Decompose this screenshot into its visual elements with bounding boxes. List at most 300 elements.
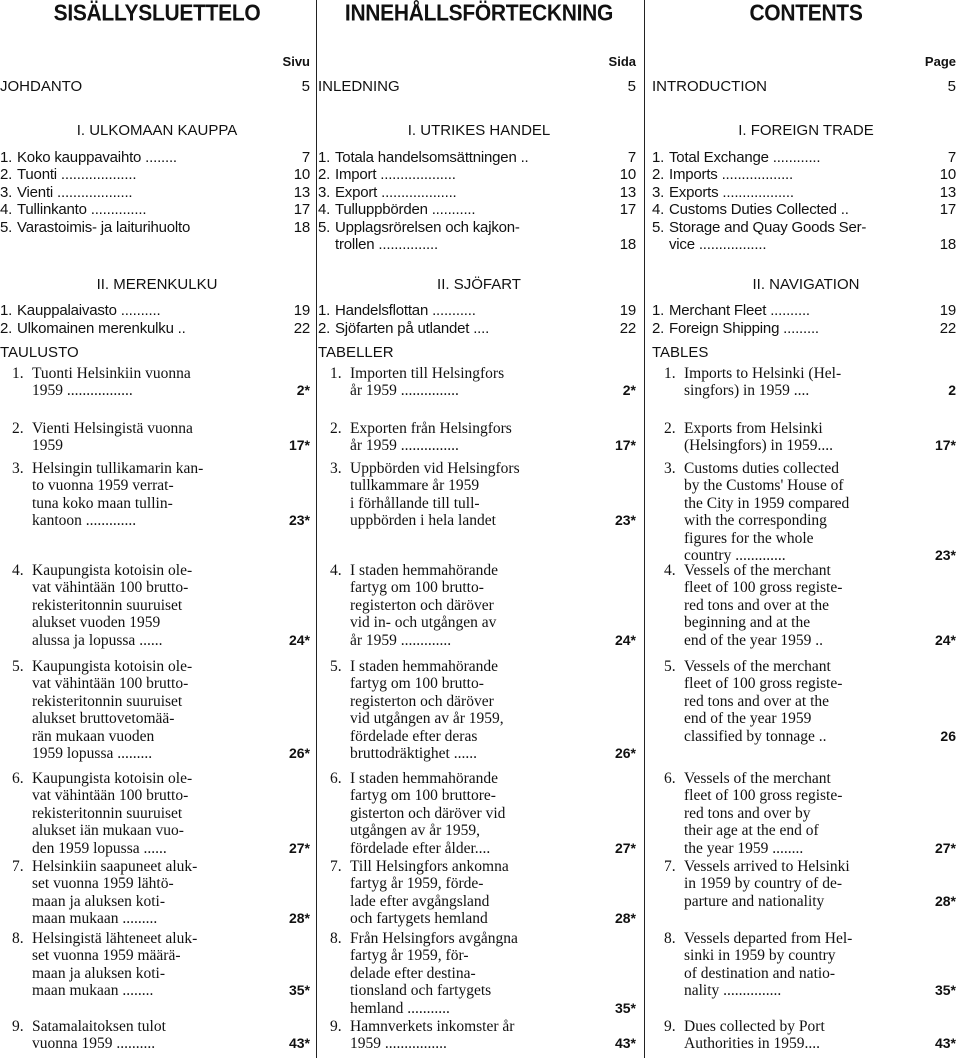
entry-title — [17, 219, 274, 236]
entry-page: 7 — [947, 149, 956, 166]
table-title-line: år 1959 ............... — [350, 382, 459, 400]
entry-title-line: Imports .................. — [669, 166, 793, 184]
introduction-page: 5 — [947, 78, 956, 95]
table-title-line: red tons and over at the — [684, 692, 830, 710]
table-title-line: alukset vuoden 1959 — [32, 614, 161, 632]
entry-title-line: Vienti ................... — [17, 183, 133, 201]
table-title — [350, 770, 600, 857]
table-page: 27* — [288, 839, 310, 856]
entry-title-line: Sjöfarten på utlandet .... — [335, 320, 490, 338]
table-list-entry — [652, 930, 956, 1000]
table-title-line: fartyg om 100 brutto- — [350, 675, 484, 693]
toc-entry — [0, 184, 310, 201]
table-title-line: Kaupungista kotoisin ole- — [32, 562, 193, 579]
entry-page: 19 — [939, 302, 956, 319]
table-list-entry — [652, 460, 956, 564]
table-title-line: fleet of 100 gross registe- — [684, 579, 843, 597]
entry-title-line: Kauppalaivasto .......... — [17, 302, 161, 319]
table-title-line: I staden hemmahörande — [350, 770, 499, 787]
entry-number: 3. — [0, 183, 13, 201]
table-title-line: Vessels of the merchant — [684, 658, 831, 675]
table-title-line: Vessels of the merchant — [684, 562, 831, 579]
section-heading: II. MERENKULKU — [96, 276, 218, 293]
table-title-line: nality ............... — [684, 982, 782, 1000]
entry-title-line: Totala handelsomsättningen .. — [335, 149, 529, 166]
toc-entry — [652, 166, 956, 183]
entry-page: 19 — [619, 302, 636, 319]
table-page: 28* — [288, 910, 310, 927]
entry-title — [669, 302, 920, 319]
entry-page: 17 — [619, 201, 636, 219]
entry-number: 3. — [318, 183, 331, 201]
entry-number: 3. — [652, 183, 665, 201]
table-list-entry — [652, 858, 956, 910]
toc-entry — [652, 149, 956, 166]
table-title-line: registerton och däröver — [350, 596, 494, 614]
table-title-line: alukset iän mukaan vuo- — [32, 822, 184, 840]
table-list-entry — [0, 365, 310, 400]
table-page: 27* — [614, 839, 636, 856]
table-title — [350, 420, 600, 455]
entry-number: 1. — [652, 149, 665, 166]
table-title-line: Till Helsingfors ankomna — [350, 858, 509, 875]
table-title-line: end of the year 1959 .. — [684, 631, 824, 649]
table-title-line: red tons and over by — [684, 804, 811, 822]
column-title: SISÄLLYSLUETTELO — [53, 0, 261, 27]
table-title — [684, 460, 920, 564]
table-title-line: Kaupungista kotoisin ole- — [32, 658, 193, 675]
entry-number: 1. — [0, 302, 13, 319]
table-title-line: Imports to Helsinki (Hel- — [684, 365, 842, 382]
page-column-label: Page — [924, 54, 956, 69]
entry-title — [17, 166, 274, 183]
entry-number: 5. — [652, 218, 665, 236]
entry-number: 5. — [318, 218, 331, 236]
introduction-page: 5 — [301, 78, 310, 95]
table-title-line: Från Helsingfors avgångna — [350, 930, 518, 947]
entry-title — [17, 201, 274, 218]
toc-entry — [0, 320, 310, 337]
toc-entry — [652, 201, 956, 218]
table-list-entry — [652, 658, 956, 745]
table-number: 6. — [330, 770, 342, 787]
table-title-line: fleet of 100 gross registe- — [684, 787, 843, 805]
entry-number: 1. — [318, 149, 331, 166]
table-title-line: to vuonna 1959 verrat- — [32, 477, 174, 495]
table-list-entry — [652, 365, 956, 400]
table-page: 24* — [614, 631, 636, 648]
entry-number: 4. — [318, 201, 331, 219]
introduction-label: INLEDNING — [318, 78, 400, 95]
table-title-line: vid utgången av år 1959, — [350, 710, 504, 728]
table-title-line: bruttodräktighet ...... — [350, 745, 477, 763]
table-list-entry — [318, 460, 636, 530]
entry-title — [669, 219, 920, 253]
table-page: 23* — [614, 512, 636, 529]
table-title-line: sinki in 1959 by country — [684, 947, 836, 965]
table-title-line: Importen till Helsingfors — [350, 365, 505, 382]
table-title-line: Helsinkiin saapuneet aluk- — [32, 858, 198, 875]
table-title-line: alukset bruttovetomää- — [32, 710, 175, 728]
section-heading: I. UTRIKES HANDEL — [407, 122, 551, 139]
table-title-line: hemland ........... — [350, 999, 450, 1017]
page-column-label: Sivu — [282, 54, 310, 69]
entry-title — [17, 320, 274, 337]
entry-page: 22 — [619, 320, 636, 338]
table-title-line: fartyg år 1959, förde- — [350, 875, 484, 893]
table-title-line: red tons and over at the — [684, 596, 830, 614]
table-title-line: end of the year 1959 — [684, 710, 812, 728]
table-title — [32, 562, 274, 649]
table-title-line: parture and nationality — [684, 892, 825, 910]
table-title-line: of destination and natio- — [684, 964, 836, 982]
table-title-line: i förhållande till tull- — [350, 494, 480, 512]
entry-title-line: Exports .................. — [669, 183, 794, 201]
toc-entry — [318, 219, 636, 253]
table-title-line: tuna koko maan tullin- — [32, 494, 173, 512]
table-title-line: maan mukaan ......... — [32, 910, 158, 928]
entry-title — [335, 184, 600, 201]
table-list-entry — [318, 930, 636, 1017]
table-title-line: gisterton och däröver vid — [350, 804, 506, 822]
introduction-label: INTRODUCTION — [652, 78, 767, 95]
toc-entry — [318, 166, 636, 183]
entry-page: 10 — [619, 166, 636, 184]
table-title-line: tionsland och fartygets — [350, 982, 492, 1000]
table-title — [350, 365, 600, 400]
toc-entry — [318, 184, 636, 201]
table-title-line: the City in 1959 compared — [684, 494, 850, 512]
entry-number: 4. — [652, 201, 665, 219]
entry-title-line: Handelsflottan ........... — [335, 302, 476, 319]
table-title-line: maan mukaan ........ — [32, 982, 154, 1000]
entry-page: 19 — [293, 302, 310, 319]
table-title — [684, 770, 920, 857]
table-title-line: classified by tonnage .. — [684, 727, 827, 745]
table-title-line: country ............. — [684, 547, 786, 565]
table-number: 4. — [12, 562, 24, 579]
toc-entry — [0, 302, 310, 319]
toc-entry — [652, 320, 956, 337]
table-number: 7. — [12, 858, 24, 875]
table-title-line: Uppbörden vid Helsingfors — [350, 460, 520, 477]
entry-title — [669, 201, 920, 218]
table-page: 24* — [288, 631, 310, 648]
entry-title — [17, 302, 274, 319]
entry-number: 1. — [652, 302, 665, 319]
table-title-line: vuonna 1959 .......... — [32, 1035, 156, 1053]
section-heading: II. NAVIGATION — [752, 276, 860, 293]
table-title-line: vid in- och utgången av — [350, 614, 497, 632]
entry-page: 22 — [293, 320, 310, 338]
table-title-line: set vuonna 1959 määrä- — [32, 947, 181, 965]
table-number: 2. — [12, 420, 24, 437]
entry-title-line: Tullinkanto .............. — [17, 201, 147, 219]
table-list-entry — [318, 1018, 636, 1053]
table-number: 3. — [664, 460, 676, 477]
table-title-line: Exports from Helsinki — [684, 420, 823, 437]
table-title-line: Vessels of the merchant — [684, 770, 831, 787]
entry-page: 18 — [293, 218, 310, 236]
column-title: CONTENTS — [749, 0, 863, 27]
table-list-entry — [0, 420, 310, 455]
table-number: 3. — [330, 460, 342, 477]
table-title-line: fördelade efter deras — [350, 727, 478, 745]
entry-number: 2. — [318, 166, 331, 184]
table-title-line: år 1959 ............... — [350, 437, 459, 455]
introduction-entry — [652, 78, 956, 98]
table-number: 9. — [664, 1018, 676, 1035]
table-title-line: singfors) in 1959 .... — [684, 382, 810, 400]
table-title — [350, 460, 600, 530]
table-list-entry — [318, 562, 636, 649]
table-title-line: Vienti Helsingistä vuonna — [32, 420, 193, 437]
entry-number: 5. — [0, 218, 13, 236]
table-title — [32, 930, 274, 1000]
table-number: 7. — [664, 858, 676, 875]
table-page: 26* — [614, 745, 636, 762]
table-number: 8. — [664, 930, 676, 947]
table-title-line: Exporten från Helsingfors — [350, 420, 512, 437]
table-title-line: Customs duties collected — [684, 460, 839, 477]
table-title — [350, 930, 600, 1017]
table-page: 23* — [934, 547, 956, 564]
toc-entry — [0, 201, 310, 218]
table-list-entry — [0, 460, 310, 530]
table-list-entry — [0, 658, 310, 762]
toc-entry — [318, 302, 636, 319]
table-list-entry — [318, 770, 636, 857]
table-title — [684, 858, 920, 910]
table-title-line: och fartygets hemland — [350, 910, 488, 928]
entry-title-line: vice ................. — [669, 235, 767, 253]
entry-title — [335, 201, 600, 218]
table-page: 2 — [948, 382, 956, 399]
table-page: 23* — [288, 512, 310, 529]
table-title-line: 1959 — [32, 437, 63, 455]
table-title-line: rekisteritonnin suuruiset — [32, 804, 183, 822]
table-title-line: the year 1959 ........ — [684, 839, 804, 857]
entry-title-line: Tulluppbörden ........... — [335, 201, 476, 219]
table-title-line: alussa ja lopussa ...... — [32, 631, 163, 649]
table-list-entry — [652, 420, 956, 455]
entry-page: 22 — [939, 320, 956, 338]
table-title — [32, 658, 274, 762]
entry-number: 1. — [0, 149, 13, 166]
entry-page: 18 — [939, 235, 956, 253]
table-title — [684, 1018, 920, 1053]
entry-title — [335, 219, 600, 253]
table-title-line: kantoon ............. — [32, 512, 137, 530]
table-page: 28* — [614, 910, 636, 927]
table-page: 35* — [934, 982, 956, 999]
table-title-line: den 1959 lopussa ...... — [32, 839, 167, 857]
table-title — [684, 420, 920, 455]
entry-page: 13 — [293, 183, 310, 201]
table-page: 2* — [622, 382, 636, 399]
table-title — [32, 420, 274, 455]
table-list-entry — [0, 930, 310, 1000]
section-heading: II. SJÖFART — [437, 276, 521, 293]
column-divider — [316, 0, 317, 1058]
page-column-label: Sida — [608, 54, 636, 69]
table-title — [32, 460, 274, 530]
toc-entry — [0, 166, 310, 183]
table-number: 7. — [330, 858, 342, 875]
table-title — [32, 770, 274, 857]
entry-title — [335, 166, 600, 183]
table-title-line: Tuonti Helsinkiin vuonna — [32, 365, 191, 382]
table-list-entry — [0, 858, 310, 928]
toc-entry — [318, 149, 636, 166]
table-title-line: 1959 ................ — [350, 1035, 447, 1053]
table-title-line: figures for the whole — [684, 529, 814, 547]
table-number: 8. — [330, 930, 342, 947]
table-number: 2. — [664, 420, 676, 437]
table-title — [684, 658, 920, 745]
table-list-entry — [318, 658, 636, 762]
table-title-line: Hamnverkets inkomster år — [350, 1018, 515, 1035]
table-title — [350, 1018, 600, 1053]
table-page: 17* — [614, 437, 636, 454]
table-title — [684, 930, 920, 1000]
table-title-line: (Helsingfors) in 1959.... — [684, 437, 833, 455]
table-title — [32, 1018, 274, 1053]
table-title-line: rekisteritonnin suuruiset — [32, 596, 183, 614]
entry-title-line: Varastoimis- ja laiturihuolto — [17, 218, 191, 236]
table-list-entry — [0, 562, 310, 649]
table-title — [350, 562, 600, 649]
entry-title — [335, 320, 600, 337]
entry-page: 17 — [293, 201, 310, 219]
finnish-column — [0, 0, 314, 1058]
table-title-line: vat vähintään 100 brutto- — [32, 787, 189, 805]
entry-page: 7 — [301, 149, 310, 166]
section-heading: I. FOREIGN TRADE — [738, 122, 874, 139]
table-page: 26* — [288, 745, 310, 762]
table-title-line: vat vähintään 100 brutto- — [32, 579, 189, 597]
table-title-line: fartyg om 100 brutto- — [350, 579, 484, 597]
table-page: 17* — [934, 437, 956, 454]
tables-heading: TABELLER — [318, 344, 394, 361]
table-number: 9. — [330, 1018, 342, 1035]
entry-title-line: Koko kauppavaihto ........ — [17, 149, 177, 166]
table-title-line: rekisteritonnin suuruiset — [32, 692, 183, 710]
entry-title-line: Import ................... — [335, 166, 456, 184]
tables-heading: TABLES — [652, 344, 709, 361]
table-title — [684, 562, 920, 649]
table-title — [684, 365, 920, 400]
table-title-line: 1959 lopussa ......... — [32, 745, 153, 763]
table-title-line: I staden hemmahörande — [350, 562, 499, 579]
table-page: 43* — [614, 1035, 636, 1052]
table-title-line: Vessels departed from Hel- — [684, 930, 853, 947]
entry-page: 18 — [619, 235, 636, 253]
table-title-line: Satamalaitoksen tulot — [32, 1018, 166, 1035]
section-heading: I. ULKOMAAN KAUPPA — [76, 122, 238, 139]
table-title-line: their age at the end of — [684, 822, 819, 840]
table-title-line: by the Customs' House of — [684, 477, 844, 495]
entry-title — [669, 166, 920, 183]
table-number: 3. — [12, 460, 24, 477]
table-list-entry — [652, 562, 956, 649]
entry-title-line: Merchant Fleet .......... — [669, 302, 810, 319]
swedish-column — [318, 0, 640, 1058]
column-title: INNEHÅLLSFÖRTECKNING — [344, 0, 614, 27]
entry-number: 2. — [652, 320, 665, 338]
table-list-entry — [0, 770, 310, 857]
table-title-line: Vessels arrived to Helsinki — [684, 858, 850, 875]
table-title — [32, 365, 274, 400]
table-title — [350, 858, 600, 928]
table-title-line: Authorities in 1959.... — [684, 1035, 821, 1053]
table-title — [32, 858, 274, 928]
introduction-page: 5 — [627, 78, 636, 95]
column-divider — [644, 0, 645, 1058]
entry-number: 2. — [318, 320, 331, 338]
entry-title-line: Customs Duties Collected .. — [669, 201, 849, 219]
table-number: 6. — [664, 770, 676, 787]
table-title-line: år 1959 ............. — [350, 631, 452, 649]
table-page: 43* — [288, 1035, 310, 1052]
entry-page: 10 — [293, 166, 310, 184]
table-number: 1. — [664, 365, 676, 382]
table-number: 5. — [664, 658, 676, 675]
table-title-line: tullkammare år 1959 — [350, 477, 480, 495]
toc-entry — [0, 149, 310, 166]
table-title-line: in 1959 by country of de- — [684, 875, 842, 893]
table-number: 6. — [12, 770, 24, 787]
table-title-line: uppbörden i hela landet — [350, 512, 496, 530]
table-title-line: maan ja aluksen koti- — [32, 892, 165, 910]
table-title-line: Kaupungista kotoisin ole- — [32, 770, 193, 787]
entry-title-line: Export ................... — [335, 183, 457, 201]
entry-title-line: Tuonti ................... — [17, 166, 137, 184]
table-list-entry — [0, 1018, 310, 1053]
table-page: 28* — [934, 892, 956, 909]
table-title-line: beginning and at the — [684, 614, 811, 632]
table-page: 17* — [288, 437, 310, 454]
table-title-line: rän mukaan vuoden — [32, 727, 155, 745]
entry-page: 13 — [619, 183, 636, 201]
table-list-entry — [652, 1018, 956, 1053]
english-column — [652, 0, 960, 1058]
table-number: 8. — [12, 930, 24, 947]
table-page: 27* — [934, 839, 956, 856]
entry-number: 2. — [0, 166, 13, 184]
table-list-entry — [318, 858, 636, 928]
entry-title — [669, 320, 920, 337]
table-title — [350, 658, 600, 762]
entry-title-line: Storage and Quay Goods Ser- — [669, 218, 867, 236]
table-title-line: with the corresponding — [684, 512, 827, 530]
table-title-line: vat vähintään 100 brutto- — [32, 675, 189, 693]
entry-number: 2. — [0, 320, 13, 338]
entry-number: 1. — [318, 302, 331, 319]
table-title-line: Dues collected by Port — [684, 1018, 825, 1035]
table-title-line: Helsingin tullikamarin kan- — [32, 460, 204, 477]
entry-page: 17 — [939, 201, 956, 219]
entry-title — [17, 184, 274, 201]
table-number: 9. — [12, 1018, 24, 1035]
table-title-line: set vuonna 1959 lähtö- — [32, 875, 174, 893]
toc-entry — [652, 302, 956, 319]
introduction-entry — [0, 78, 310, 98]
entry-title — [335, 302, 600, 319]
table-page: 26 — [940, 727, 956, 744]
table-page: 35* — [614, 999, 636, 1016]
entry-page: 7 — [627, 149, 636, 166]
